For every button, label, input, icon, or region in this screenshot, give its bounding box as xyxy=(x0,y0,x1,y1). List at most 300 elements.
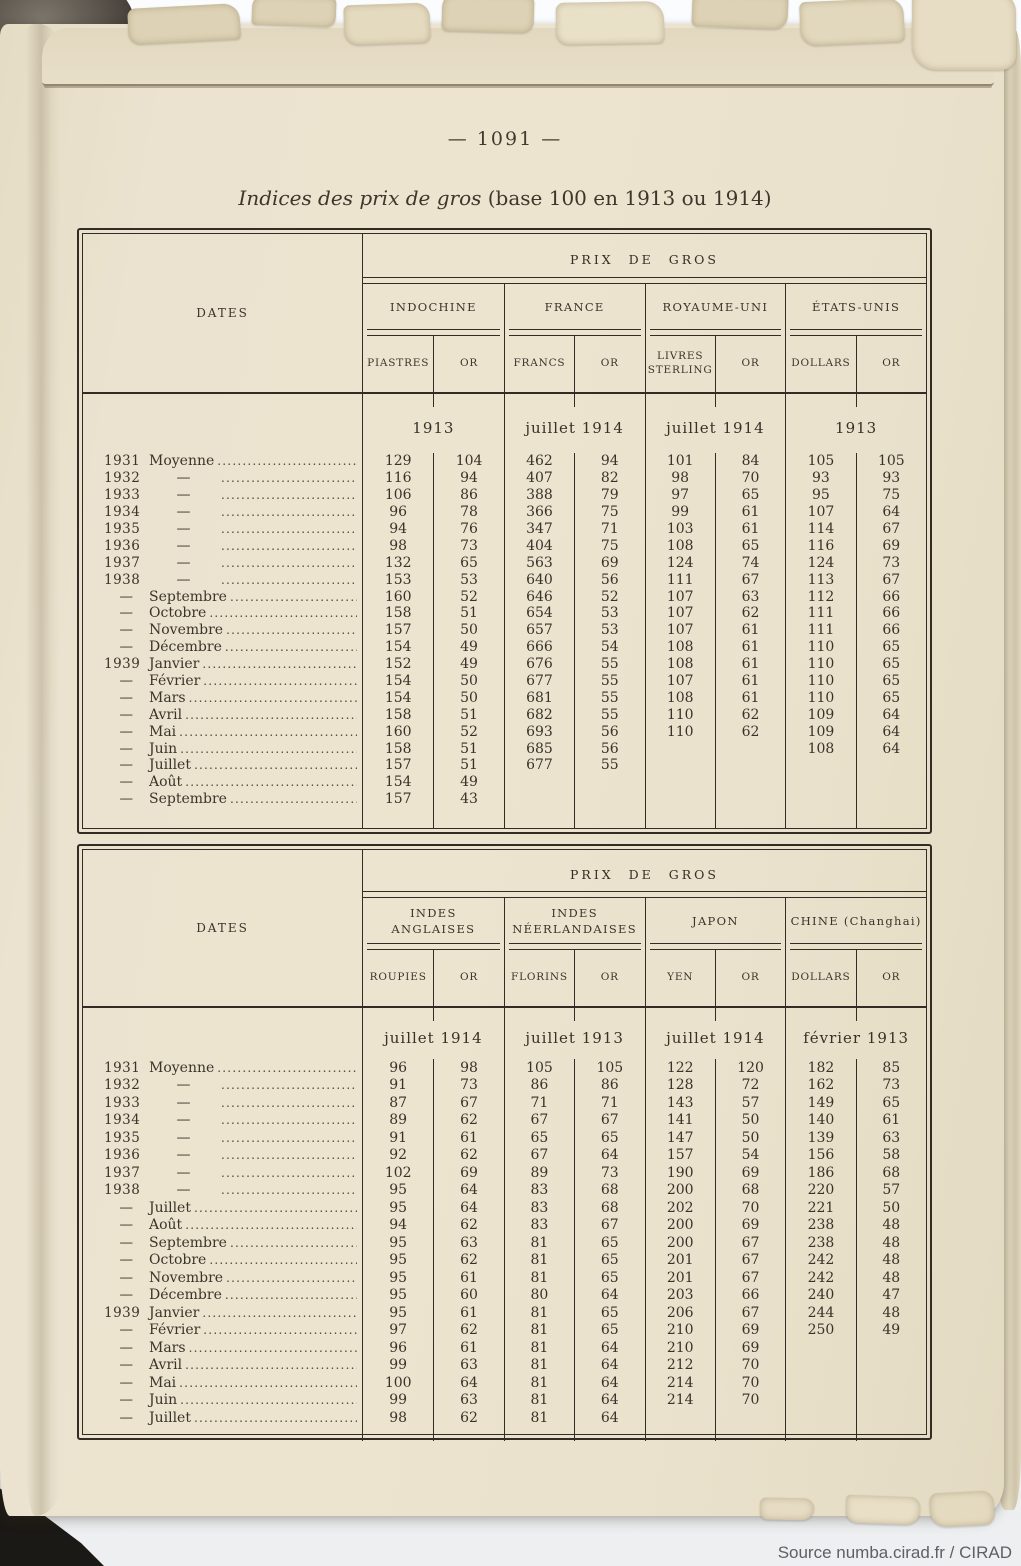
dot-leader xyxy=(209,606,357,620)
value-cell xyxy=(574,808,644,828)
value-cell xyxy=(785,1409,855,1427)
value-cell: 682 xyxy=(504,706,574,723)
value-cell: 102 xyxy=(384,1164,412,1181)
value-cell xyxy=(785,808,855,828)
value-cell: 108 xyxy=(645,537,715,554)
dot-leader xyxy=(221,573,357,587)
page-title xyxy=(0,186,1010,210)
value-cell: 158 xyxy=(384,740,412,757)
value-cell: 94 xyxy=(389,521,408,537)
dot-leader xyxy=(230,792,357,806)
value-cell: 50 xyxy=(715,1129,785,1147)
month-label: — xyxy=(176,504,191,521)
month-label: Novembre xyxy=(149,622,224,639)
table-row xyxy=(83,656,926,673)
dates-column-header: DATES xyxy=(83,850,363,1008)
value-cell: 70 xyxy=(715,1392,785,1410)
value-cell: 70 xyxy=(715,470,785,487)
value-cell: 95 xyxy=(389,1234,408,1251)
month-label: Janvier xyxy=(149,1304,200,1321)
table-row xyxy=(83,1147,926,1165)
value-cell: 64 xyxy=(433,1374,503,1392)
year-label: — xyxy=(119,1392,134,1409)
table-row xyxy=(83,622,926,639)
value-cell xyxy=(645,757,715,774)
table-row xyxy=(83,588,926,605)
year-label: — xyxy=(119,673,134,690)
dot-leader xyxy=(226,1271,357,1285)
value-cell: 69 xyxy=(433,1164,503,1182)
date-cell xyxy=(83,1077,363,1095)
value-cell: 64 xyxy=(856,740,926,757)
month-label: Mai xyxy=(149,1374,177,1391)
value-cell: 657 xyxy=(504,622,574,639)
value-cell xyxy=(504,774,574,791)
date-cell xyxy=(83,706,363,723)
value-cell: 81 xyxy=(504,1374,574,1392)
dot-leader xyxy=(221,1166,357,1180)
value-cell xyxy=(856,1357,926,1375)
date-cell xyxy=(83,537,363,554)
value-cell: 65 xyxy=(504,1129,574,1147)
value-cell: 108 xyxy=(645,689,715,706)
value-cell: 65 xyxy=(574,1322,644,1340)
value-cell: 67 xyxy=(433,1094,503,1112)
value-cell: 96 xyxy=(389,504,408,521)
page-number: — 1091 — xyxy=(447,128,563,150)
value-cell: 64 xyxy=(856,706,926,723)
value-cell: 250 xyxy=(785,1322,855,1340)
value-cell: 85 xyxy=(856,1059,926,1077)
value-cell: 81 xyxy=(504,1409,574,1427)
table-row xyxy=(83,521,926,538)
value-cell: 81 xyxy=(504,1252,574,1270)
month-label: Août xyxy=(149,774,183,791)
table-row xyxy=(83,1077,926,1095)
value-cell: 62 xyxy=(433,1112,503,1130)
month-label: — xyxy=(176,537,191,554)
table-row xyxy=(83,1339,926,1357)
value-cell: 95 xyxy=(389,1182,408,1199)
dot-leader xyxy=(194,758,357,772)
value-cell: 62 xyxy=(715,723,785,740)
dot-leader xyxy=(180,742,357,756)
country-header-france: FRANCE xyxy=(504,284,645,336)
table-row xyxy=(83,571,926,588)
value-cell: 65 xyxy=(856,1094,926,1112)
value-cell xyxy=(574,791,644,808)
value-cell xyxy=(785,791,855,808)
table-row xyxy=(83,554,926,571)
value-cell xyxy=(574,1427,644,1441)
dot-leader xyxy=(217,454,357,468)
value-cell: 91 xyxy=(389,1077,408,1094)
value-cell: 48 xyxy=(856,1234,926,1252)
value-cell: 366 xyxy=(504,504,574,521)
value-cell: 67 xyxy=(856,521,926,538)
value-cell: 66 xyxy=(715,1287,785,1305)
value-cell: 67 xyxy=(715,1269,785,1287)
value-cell: 61 xyxy=(715,673,785,690)
value-cell: 61 xyxy=(433,1304,503,1322)
value-cell: 66 xyxy=(856,622,926,639)
table-row xyxy=(83,1304,926,1322)
value-cell: 154 xyxy=(384,689,412,706)
date-cell xyxy=(83,1357,363,1375)
value-cell: 54 xyxy=(715,1147,785,1165)
or-header: OR xyxy=(574,950,644,1008)
value-cell: 99 xyxy=(389,1357,408,1374)
torn-paper-fragment xyxy=(912,0,1016,70)
value-cell: 68 xyxy=(715,1182,785,1200)
value-cell: 111 xyxy=(785,605,855,622)
value-cell: 128 xyxy=(645,1077,715,1095)
value-cell: 65 xyxy=(856,689,926,706)
country-header-etats-unis: ÉTATS-UNIS xyxy=(785,284,926,336)
value-cell: 113 xyxy=(785,571,855,588)
month-label: Juin xyxy=(149,740,178,757)
value-cell: 67 xyxy=(715,571,785,588)
date-cell xyxy=(83,1199,363,1217)
or-header: OR xyxy=(433,950,503,1008)
value-cell: 69 xyxy=(715,1217,785,1235)
table-row xyxy=(83,1129,926,1147)
base-year-header: juillet 1914 xyxy=(363,1008,504,1059)
value-cell: 685 xyxy=(504,740,574,757)
value-cell xyxy=(363,808,433,828)
value-cell: 221 xyxy=(785,1199,855,1217)
value-cell: 676 xyxy=(504,656,574,673)
month-label: — xyxy=(176,1129,191,1146)
value-cell: 162 xyxy=(785,1077,855,1095)
value-cell: 107 xyxy=(645,622,715,639)
title-parenthetical: (base 100 en 1913 ou 1914) xyxy=(487,186,772,210)
value-cell: 71 xyxy=(574,521,644,538)
month-label: — xyxy=(176,521,191,537)
dot-leader xyxy=(221,1131,357,1145)
value-cell: 76 xyxy=(433,521,503,538)
value-cell: 407 xyxy=(504,470,574,487)
value-cell: 50 xyxy=(433,689,503,706)
value-cell: 107 xyxy=(645,605,715,622)
value-cell: 677 xyxy=(504,757,574,774)
date-cell xyxy=(83,1409,363,1427)
date-cell xyxy=(83,1147,363,1165)
value-cell: 214 xyxy=(645,1374,715,1392)
year-label: — xyxy=(119,1409,134,1426)
value-cell: 238 xyxy=(785,1217,855,1235)
value-cell: 83 xyxy=(504,1217,574,1235)
value-cell xyxy=(785,1357,855,1375)
table-row xyxy=(83,1217,926,1235)
date-cell xyxy=(83,740,363,757)
value-cell xyxy=(715,808,785,828)
value-cell: 48 xyxy=(856,1269,926,1287)
value-cell: 157 xyxy=(384,622,412,639)
value-cell: 83 xyxy=(504,1182,574,1200)
country-header-japon: JAPON xyxy=(645,898,786,950)
value-cell: 55 xyxy=(574,757,644,774)
value-cell xyxy=(645,808,715,828)
value-cell: 92 xyxy=(389,1147,408,1164)
dot-leader xyxy=(202,1306,357,1320)
dot-leader xyxy=(189,1341,357,1355)
value-cell: 112 xyxy=(785,588,855,605)
dot-leader xyxy=(180,1393,357,1407)
date-cell xyxy=(83,689,363,706)
value-cell: 100 xyxy=(384,1374,412,1391)
value-cell: 110 xyxy=(645,706,715,723)
year-label: — xyxy=(119,689,134,706)
date-cell xyxy=(83,1112,363,1130)
month-label: Décembre xyxy=(149,639,222,656)
year-label: — xyxy=(119,1252,134,1269)
value-cell xyxy=(856,808,926,828)
value-cell: 52 xyxy=(574,588,644,605)
table-row xyxy=(83,487,926,504)
value-cell: 66 xyxy=(856,588,926,605)
value-cell: 61 xyxy=(715,639,785,656)
value-cell xyxy=(785,774,855,791)
year-label: 1932 xyxy=(104,470,141,487)
value-cell: 139 xyxy=(785,1129,855,1147)
value-cell: 57 xyxy=(856,1182,926,1200)
value-cell: 56 xyxy=(574,723,644,740)
dot-leader xyxy=(185,1218,357,1232)
value-cell: 75 xyxy=(574,537,644,554)
date-cell xyxy=(83,808,363,828)
base-year-header: juillet 1913 xyxy=(504,1008,645,1059)
value-cell: 122 xyxy=(645,1059,715,1077)
value-cell: 210 xyxy=(645,1322,715,1340)
value-cell xyxy=(785,1339,855,1357)
value-cell: 124 xyxy=(645,554,715,571)
value-cell: 89 xyxy=(504,1164,574,1182)
date-cell xyxy=(83,487,363,504)
title-italic-part: Indices des prix de gros xyxy=(238,186,482,210)
table-row xyxy=(83,1374,926,1392)
currency-header: PIASTRES xyxy=(363,336,433,394)
value-cell: 73 xyxy=(856,1077,926,1095)
value-cell: 116 xyxy=(785,537,855,554)
value-cell: 105 xyxy=(574,1059,644,1077)
value-cell: 388 xyxy=(504,487,574,504)
value-cell: 182 xyxy=(785,1059,855,1077)
year-label: 1934 xyxy=(104,1112,141,1129)
value-cell: 72 xyxy=(715,1077,785,1095)
value-cell: 99 xyxy=(645,504,715,521)
dot-leader xyxy=(225,640,357,654)
or-header: OR xyxy=(715,950,785,1008)
value-cell: 81 xyxy=(504,1304,574,1322)
month-label: Décembre xyxy=(149,1287,222,1304)
table-row xyxy=(83,1059,926,1077)
country-header-indes-anglaises: INDES ANGLAISES xyxy=(363,898,504,950)
value-cell: 108 xyxy=(785,740,855,757)
dot-leader xyxy=(221,1183,357,1197)
year-label: — xyxy=(119,622,134,639)
table-row xyxy=(83,1234,926,1252)
dot-leader xyxy=(221,471,357,485)
value-cell xyxy=(363,1427,433,1441)
year-label: 1937 xyxy=(104,554,141,571)
value-cell: 110 xyxy=(785,673,855,690)
table-row xyxy=(83,757,926,774)
value-cell: 109 xyxy=(785,723,855,740)
value-cell: 51 xyxy=(433,757,503,774)
value-cell xyxy=(433,808,503,828)
value-cell: 43 xyxy=(433,791,503,808)
value-cell: 61 xyxy=(856,1112,926,1130)
month-label: — xyxy=(176,554,191,571)
group-header-prix-de-gros: PRIX DE GROS xyxy=(363,850,926,898)
dot-leader xyxy=(221,1078,357,1092)
value-cell: 98 xyxy=(389,1409,408,1426)
value-cell: 147 xyxy=(645,1129,715,1147)
value-cell xyxy=(715,740,785,757)
value-cell: 646 xyxy=(504,588,574,605)
date-cell xyxy=(83,1059,363,1077)
value-cell: 640 xyxy=(504,571,574,588)
value-cell: 201 xyxy=(645,1252,715,1270)
value-cell: 154 xyxy=(384,673,412,690)
value-cell: 74 xyxy=(715,554,785,571)
value-cell: 153 xyxy=(384,571,412,588)
table-body xyxy=(83,1059,926,1441)
value-cell: 97 xyxy=(389,1322,408,1339)
value-cell: 61 xyxy=(433,1269,503,1287)
value-cell: 62 xyxy=(715,605,785,622)
month-label: Août xyxy=(149,1217,183,1234)
date-cell xyxy=(83,521,363,538)
torn-paper-fragment xyxy=(691,0,788,30)
value-cell xyxy=(645,791,715,808)
value-cell: 93 xyxy=(785,470,855,487)
date-cell xyxy=(83,1164,363,1182)
month-label: Février xyxy=(149,673,201,690)
date-cell xyxy=(83,453,363,470)
year-label: — xyxy=(119,1217,134,1234)
month-label: — xyxy=(176,571,191,588)
value-cell xyxy=(856,1339,926,1357)
year-label: 1938 xyxy=(104,571,141,588)
value-cell: 105 xyxy=(785,453,855,470)
year-label: — xyxy=(119,1374,134,1391)
value-cell xyxy=(504,808,574,828)
table-row xyxy=(83,1392,926,1410)
year-label: — xyxy=(119,791,134,808)
value-cell xyxy=(856,774,926,791)
value-cell: 157 xyxy=(384,791,412,808)
dot-leader xyxy=(217,1061,357,1075)
value-cell: 50 xyxy=(433,673,503,690)
value-cell: 67 xyxy=(504,1147,574,1165)
value-cell: 65 xyxy=(856,673,926,690)
table-row xyxy=(83,1094,926,1112)
month-label: Moyenne xyxy=(149,1059,215,1076)
value-cell: 202 xyxy=(645,1199,715,1217)
value-cell: 107 xyxy=(645,673,715,690)
torn-paper-fragment xyxy=(760,1498,814,1521)
value-cell: 108 xyxy=(645,656,715,673)
value-cell: 64 xyxy=(574,1339,644,1357)
value-cell xyxy=(856,791,926,808)
value-cell: 158 xyxy=(384,605,412,622)
dot-leader xyxy=(221,539,357,553)
year-label: — xyxy=(119,740,134,757)
value-cell: 68 xyxy=(574,1182,644,1200)
value-cell: 69 xyxy=(856,537,926,554)
value-cell: 82 xyxy=(574,470,644,487)
value-cell: 120 xyxy=(715,1059,785,1077)
value-cell xyxy=(785,1374,855,1392)
value-cell: 190 xyxy=(645,1164,715,1182)
value-cell: 68 xyxy=(574,1199,644,1217)
value-cell: 64 xyxy=(574,1147,644,1165)
value-cell: 53 xyxy=(574,605,644,622)
value-cell: 107 xyxy=(645,588,715,605)
gutter-shadow xyxy=(26,24,60,1516)
value-cell: 63 xyxy=(433,1392,503,1410)
value-cell: 84 xyxy=(715,453,785,470)
table-row xyxy=(83,723,926,740)
currency-header: YEN xyxy=(645,950,715,1008)
torn-paper-fragment xyxy=(846,1495,921,1526)
value-cell: 69 xyxy=(715,1339,785,1357)
value-cell: 132 xyxy=(384,554,412,571)
value-cell: 67 xyxy=(574,1217,644,1235)
or-header: OR xyxy=(715,336,785,394)
value-cell: 156 xyxy=(785,1147,855,1165)
currency-header: DOLLARS xyxy=(785,336,855,394)
dot-leader xyxy=(221,522,357,536)
date-cell xyxy=(83,656,363,673)
date-cell xyxy=(83,1374,363,1392)
dot-leader xyxy=(194,1411,357,1425)
empty-header-cell xyxy=(83,394,363,453)
country-header-indes-neerlandaises: INDES NÉERLANDAISES xyxy=(504,898,645,950)
value-cell: 63 xyxy=(715,588,785,605)
value-cell: 64 xyxy=(433,1182,503,1200)
date-cell xyxy=(83,1304,363,1322)
dates-column-header: DATES xyxy=(83,234,363,394)
value-cell: 94 xyxy=(433,470,503,487)
month-label: Juillet xyxy=(149,1409,191,1426)
value-cell: 240 xyxy=(785,1287,855,1305)
value-cell xyxy=(856,1427,926,1441)
value-cell: 186 xyxy=(785,1164,855,1182)
dot-leader xyxy=(185,1358,357,1372)
year-label: 1936 xyxy=(104,1147,141,1164)
value-cell: 65 xyxy=(574,1234,644,1252)
value-cell: 52 xyxy=(433,588,503,605)
value-cell: 103 xyxy=(645,521,715,538)
date-cell xyxy=(83,605,363,622)
value-cell: 95 xyxy=(785,487,855,504)
table-row xyxy=(83,1287,926,1305)
value-cell: 80 xyxy=(504,1287,574,1305)
table-header xyxy=(83,850,926,1059)
value-cell: 51 xyxy=(433,740,503,757)
dot-leader xyxy=(179,725,357,739)
value-cell: 563 xyxy=(504,554,574,571)
group-header-prix-de-gros: PRIX DE GROS xyxy=(363,234,926,284)
value-cell: 98 xyxy=(645,470,715,487)
value-cell: 64 xyxy=(574,1374,644,1392)
value-cell: 200 xyxy=(645,1182,715,1200)
value-cell: 81 xyxy=(504,1339,574,1357)
value-cell: 110 xyxy=(785,656,855,673)
